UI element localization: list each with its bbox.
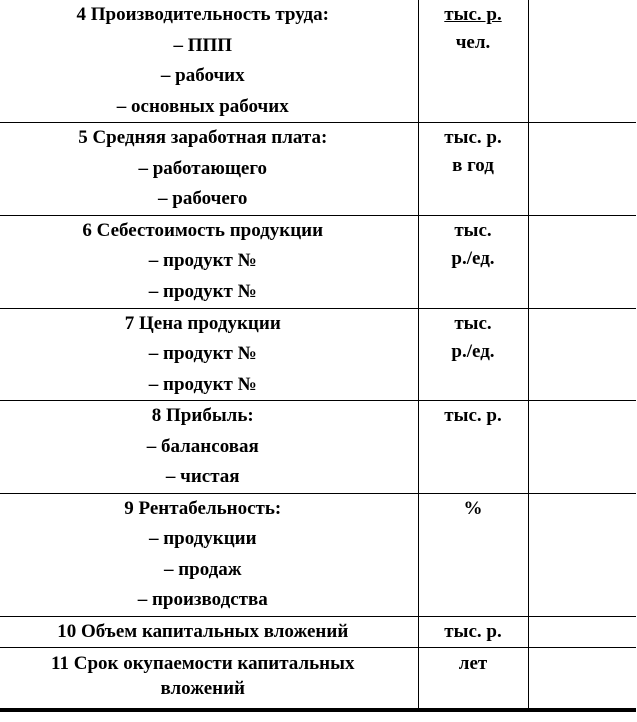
value-cell <box>528 401 636 494</box>
unit-label: тыс. р. <box>444 127 502 148</box>
indicator-subitem: – основных рабочих <box>116 95 289 117</box>
unit-cell <box>418 493 528 616</box>
indicator-subitem: – продукт № <box>148 280 257 302</box>
table-row <box>0 648 636 712</box>
indicator-subitem: – ППП <box>173 34 233 56</box>
unit-label: в год <box>452 155 494 176</box>
indicator-subitem: – продаж <box>163 558 242 580</box>
unit-cell <box>418 215 528 308</box>
indicator-cell <box>0 123 418 216</box>
indicator-title: 7 Цена продукции <box>124 312 281 334</box>
unit-cell <box>418 401 528 494</box>
indicator-title: 6 Себестоимость продукции <box>82 219 324 241</box>
indicator-subitem: – работающего <box>138 157 268 179</box>
table-bottom-rule <box>0 708 636 712</box>
table-row <box>0 308 636 401</box>
unit-label: тыс. <box>454 312 492 334</box>
value-cell <box>528 493 636 616</box>
indicator-subitem: – рабочего <box>158 188 248 209</box>
unit-cell <box>418 648 528 712</box>
unit-cell <box>418 616 528 648</box>
unit-label: чел. <box>455 32 491 53</box>
unit-label: р./ед. <box>451 247 495 269</box>
value-cell <box>528 215 636 308</box>
indicator-title: 10 Объем капитальных вложений <box>57 620 349 642</box>
indicator-cell <box>0 616 418 648</box>
unit-label: лет <box>458 653 488 674</box>
unit-label: тыс. <box>454 219 492 241</box>
unit-label: р./ед. <box>451 340 495 362</box>
table-row <box>0 215 636 308</box>
indicator-title: 11 Срок окупаемости капитальных <box>51 653 355 674</box>
unit-cell <box>418 0 528 123</box>
unit-label: тыс. р. <box>444 405 502 426</box>
indicator-subitem: – производства <box>137 589 268 610</box>
indicator-cell <box>0 0 418 123</box>
indicator-cell <box>0 215 418 308</box>
table-row <box>0 123 636 216</box>
table-row <box>0 616 636 648</box>
indicator-subitem: – продукции <box>148 528 257 549</box>
value-cell <box>528 648 636 712</box>
unit-label: % <box>463 497 483 519</box>
indicator-subitem: – продукт № <box>148 250 257 271</box>
value-cell <box>528 0 636 123</box>
value-cell <box>528 616 636 648</box>
indicator-title: 5 Средняя заработная плата: <box>78 127 328 148</box>
indicator-cell <box>0 493 418 616</box>
value-cell <box>528 123 636 216</box>
value-cell <box>528 308 636 401</box>
unit-cell <box>418 123 528 216</box>
unit-label: тыс. р. <box>444 620 502 642</box>
indicator-cell <box>0 308 418 401</box>
indicator-title: 4 Производительность труда: <box>76 4 329 25</box>
indicator-cell <box>0 648 418 712</box>
indicator-cell <box>0 401 418 494</box>
indicator-title: 9 Рентабельность: <box>124 497 282 519</box>
indicator-subitem: – балансовая <box>146 435 259 457</box>
indicator-subitem: – чистая <box>165 466 240 487</box>
indicator-subitem: – рабочих <box>160 65 245 86</box>
table-row <box>0 0 636 123</box>
indicator-title: 8 Прибыль: <box>151 405 254 426</box>
indicator-subitem: вложений <box>160 678 245 699</box>
table-row <box>0 493 636 616</box>
unit-cell <box>418 308 528 401</box>
indicator-subitem: – продукт № <box>148 343 257 364</box>
table-row <box>0 401 636 494</box>
indicator-subitem: – продукт № <box>148 373 257 395</box>
unit-label: тыс. р. <box>444 4 502 25</box>
